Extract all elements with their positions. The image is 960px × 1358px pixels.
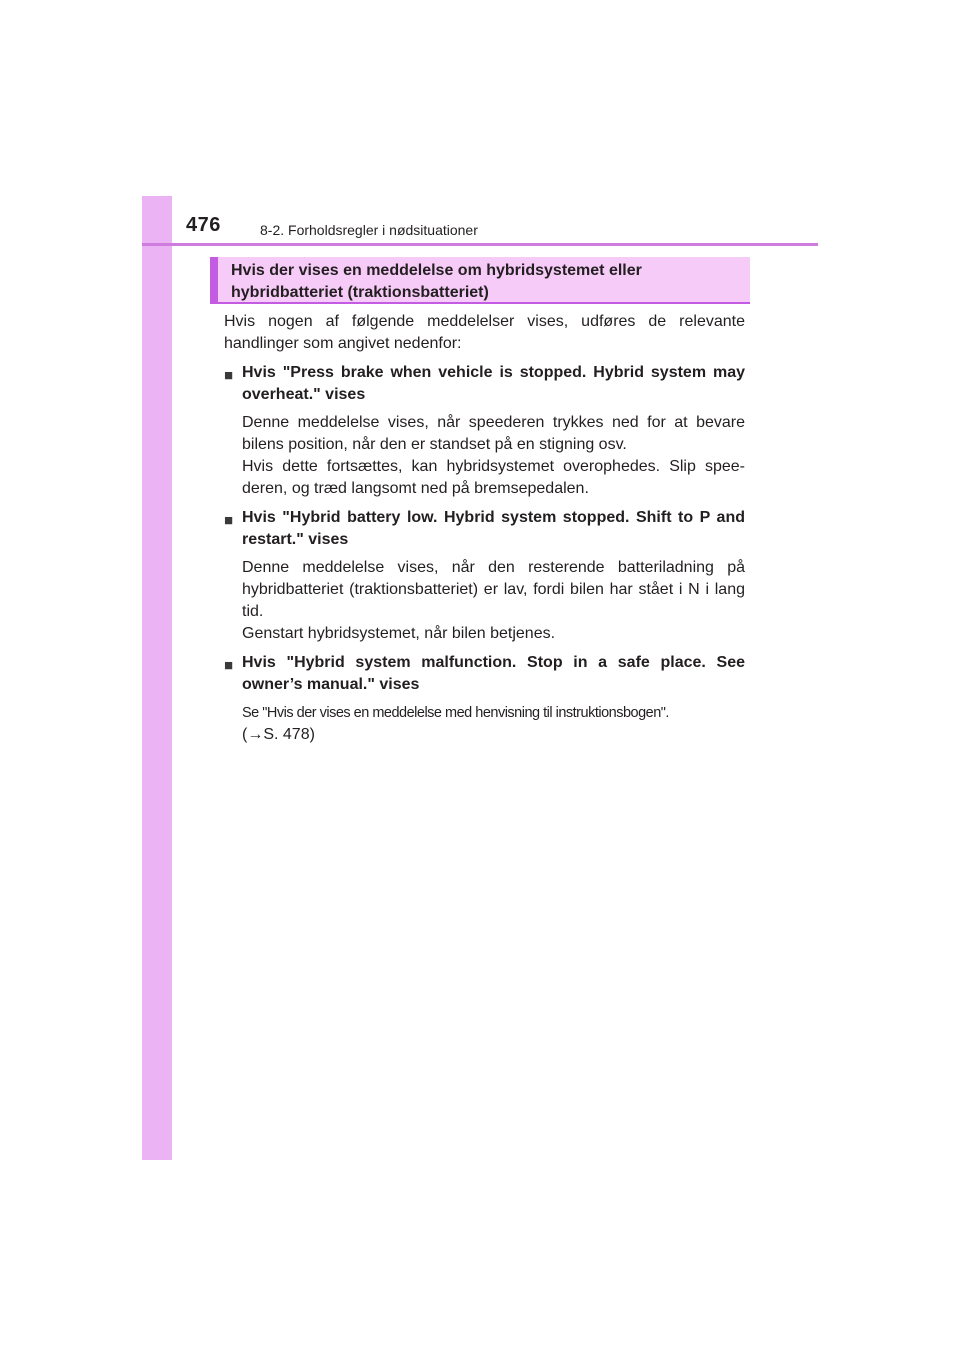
page-number: 476 [186,214,221,236]
item-heading: Hvis "Press brake when vehicle is stopped. Hybrid system may overheat." vises [242,364,745,403]
item-heading: Hvis "Hybrid battery low. Hybrid system stopped. Shift to P and restart." vises [242,509,745,548]
list-item [224,362,745,500]
list-item [224,507,745,645]
item-paragraph: Genstart hybridsystemet, når bilen betjenes. [242,625,556,642]
item-paragraph: Denne meddelelse vises, når speederen trykkes ned for at bevare bilens position, når den er standset på en stigning osv. [242,414,745,453]
square-bullet-icon: ■ [224,657,234,674]
side-color-band [142,196,172,1160]
cross-reference-text: Se "Hvis der vises en meddelelse med henvisning til instruktionsbogen". [242,705,669,721]
content-body [224,311,745,753]
running-head: 8-2. Forholdsregler i nødsituationer [260,222,478,238]
section-title: Hvis der vises en meddelelse om hybridsystemet eller hybridbatteriet (traktionsbatteriet) [231,262,642,301]
item-heading: Hvis "Hybrid system malfunction. Stop in a safe place. See owner’s manual." vises [242,654,745,693]
square-bullet-icon: ■ [224,367,234,384]
item-paragraph: Denne meddelelse vises, når den resterende batteriladning på hybridbatteriet (traktionsbatteriet) er lav, fordi bilen har stået i N i lang tid. [242,559,745,620]
intro-paragraph: Hvis nogen af følgende meddelelser vises, udføres de relevante handlinger som angivet nedenfor: [224,313,745,352]
section-heading-box [210,257,750,304]
page-reference-link[interactable]: (→S. 478) [242,726,315,743]
header-rule [142,243,818,246]
item-paragraph: Hvis dette fortsættes, kan hybridsystemet overophedes. Slip spee-deren, og træd langsomt ned på bremsepedalen. [242,458,745,497]
square-bullet-icon: ■ [224,512,234,529]
list-item [224,652,745,746]
